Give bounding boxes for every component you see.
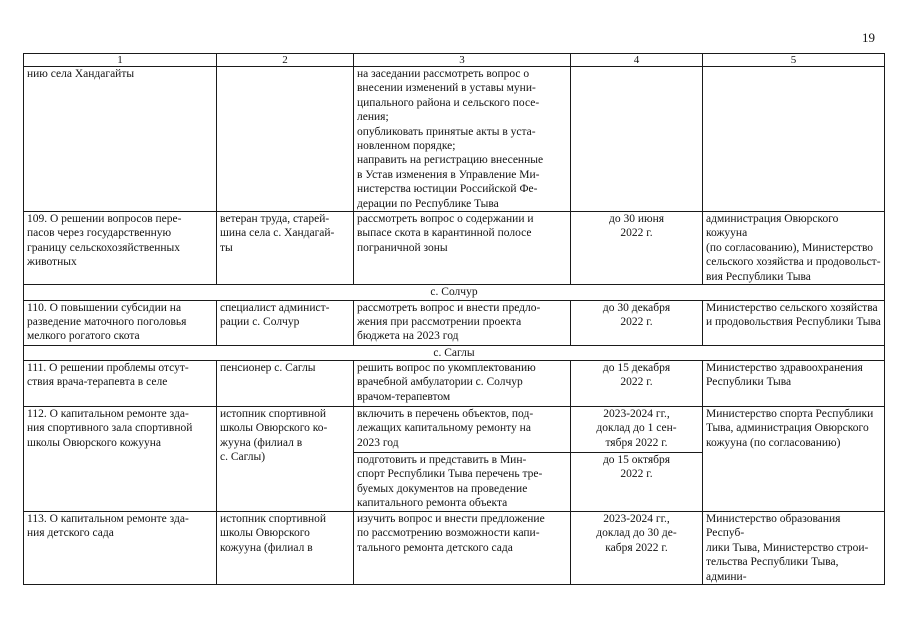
column-number: 2: [217, 54, 354, 67]
measure-cell: рассмотреть вопрос о содержании и выпасе скота в карантинной полосе пограничной зоны: [354, 212, 571, 285]
page-number: 19: [862, 30, 875, 45]
column-number-row: [24, 54, 885, 67]
table-row: [24, 212, 885, 285]
table-row: [24, 511, 885, 584]
issue-cell: 109. О решении вопросов пере- пасов через государственную границу сельскохозяйственных животных: [24, 212, 217, 285]
responsible-cell: Министерство здравоохранения Республики Тыва: [703, 360, 885, 406]
measure-cell: подготовить и представить в Мин- спорт Республики Тыва перечень тре- буемых документов на проведение капитального ремонта объекта: [354, 452, 571, 511]
measure-cell: рассмотреть вопрос и внести предло- жения при рассмотрении проекта бюджета на 2023 год: [354, 300, 571, 345]
responsible-cell: [703, 67, 885, 212]
issue-cell: 111. О решении проблемы отсут- ствия врача-терапевта в селе: [24, 360, 217, 406]
deadline-cell: 2023-2024 гг., доклад до 1 сен- тября 2022 г.: [571, 406, 703, 452]
deadline-cell: до 15 декабря 2022 г.: [571, 360, 703, 406]
table-row: [24, 300, 885, 345]
section-title: с. Солчур: [24, 285, 885, 300]
measure-cell: изучить вопрос и внести предложение по рассмотрению возможности капи- тального ремонта детского сада: [354, 511, 571, 584]
section-row: [24, 285, 885, 300]
measure-cell: включить в перечень объектов, под- лежащих капитальному ремонту на 2023 год: [354, 406, 571, 452]
table-row: [24, 67, 885, 212]
responsible-cell: Министерство спорта Республики Тыва, администрация Овюрского кожууна (по согласованию): [703, 406, 885, 511]
column-number: 5: [703, 54, 885, 67]
applicant-cell: специалист админист- рации с. Солчур: [217, 300, 354, 345]
column-number: 4: [571, 54, 703, 67]
issue-cell: 113. О капитальном ремонте зда- ния детского сада: [24, 511, 217, 584]
issue-cell: 112. О капитальном ремонте зда- ния спортивного зала спортивной школы Овюрского кожууна: [24, 406, 217, 511]
column-number: 1: [24, 54, 217, 67]
applicant-cell: пенсионер с. Саглы: [217, 360, 354, 406]
responsible-cell: Министерство образования Респуб- лики Тыва, Министерство строи- тельства Республики Тыва, админи-: [703, 511, 885, 584]
table-row: [24, 360, 885, 406]
issue-cell: 110. О повышении субсидии на разведение маточного поголовья мелкого рогатого скота: [24, 300, 217, 345]
section-row: [24, 345, 885, 360]
measure-cell: на заседании рассмотреть вопрос о внесении изменений в уставы муни- ципального района и сельского посе- ления; опубликовать принятые акты в уста- новленном порядке; направить на регистрацию внесенные в Устав изменения в Управление Ми- нистерства юстиции Российской Фе- дерации по Республике Тыва: [354, 67, 571, 212]
measure-cell: решить вопрос по укомплектованию врачебной амбулатории с. Солчур врачом-терапевтом: [354, 360, 571, 406]
deadline-cell: до 15 октября 2022 г.: [571, 452, 703, 511]
responsible-cell: Министерство сельского хозяйства и продовольствия Республики Тыва: [703, 300, 885, 345]
deadline-cell: [571, 67, 703, 212]
table-row: [24, 406, 885, 452]
applicant-cell: ветеран труда, старей- шина села с. Хандагай- ты: [217, 212, 354, 285]
deadline-cell: до 30 июня 2022 г.: [571, 212, 703, 285]
issue-cell: нию села Хандагайты: [24, 67, 217, 212]
column-number: 3: [354, 54, 571, 67]
applicant-cell: истопник спортивной школы Овюрского кожууна (филиал в: [217, 511, 354, 584]
measures-table: [23, 53, 885, 585]
section-title: с. Саглы: [24, 345, 885, 360]
deadline-cell: 2023-2024 гг., доклад до 30 де- кабря 2022 г.: [571, 511, 703, 584]
applicant-cell: [217, 67, 354, 212]
applicant-cell: истопник спортивной школы Овюрского ко- жууна (филиал в с. Саглы): [217, 406, 354, 511]
deadline-cell: до 30 декабря 2022 г.: [571, 300, 703, 345]
responsible-cell: администрация Овюрского кожууна (по согласованию), Министерство сельского хозяйства и продовольст- вия Республики Тыва: [703, 212, 885, 285]
